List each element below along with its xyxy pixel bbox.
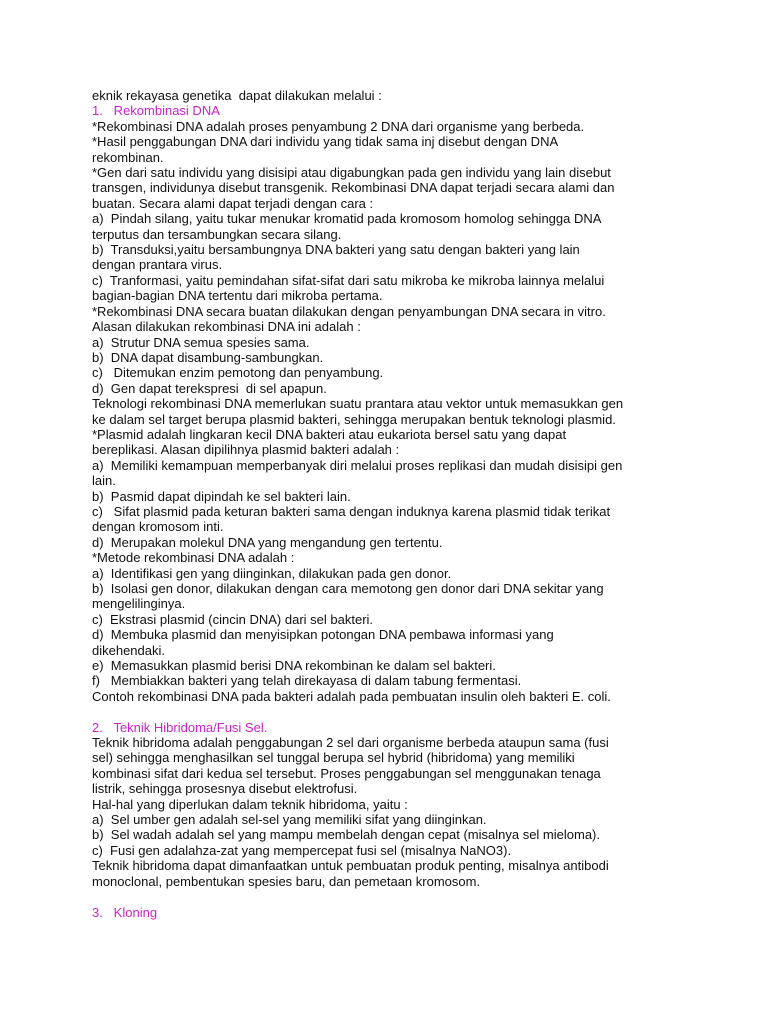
text-line: transgen, individunya disebut transgenik. Rekombinasi DNA dapat terjadi secara alami dan: [92, 180, 615, 196]
text-line: *Metode rekombinasi DNA adalah :: [92, 550, 295, 566]
text-line: b) DNA dapat disambung-sambungkan.: [92, 349, 324, 365]
text-line: d) Membuka plasmid dan menyisipkan potongan DNA pembawa informasi yang: [92, 627, 554, 643]
text-line: c) Sifat plasmid pada keturan bakteri sama dengan induknya karena plasmid tidak terikat: [92, 503, 611, 519]
text-line: Contoh rekombinasi DNA pada bakteri adalah pada pembuatan insulin oleh bakteri E. coli.: [92, 688, 611, 704]
text-line: buatan. Secara alami dapat terjadi dengan cara :: [92, 195, 374, 211]
text-line: ke dalam sel target berupa plasmid bakteri, sehingga merupakan bentuk teknologi plasmid.: [92, 411, 616, 427]
text-line: a) Sel umber gen adalah sel-sel yang memiliki sifat yang diinginkan.: [92, 812, 487, 828]
text-line: Alasan dilakukan rekombinasi DNA ini adalah :: [92, 319, 361, 335]
text-line: monoclonal, pembentukan spesies baru, dan pemetaan kromosom.: [92, 873, 481, 889]
text-line: dikehendaki.: [92, 642, 165, 658]
text-line: a) Pindah silang, yaitu tukar menukar kromatid pada kromosom homolog sehingga DNA: [92, 211, 602, 227]
text-line: bagian-bagian DNA tertentu dari mikroba pertama.: [92, 288, 383, 304]
section-heading: 2. Teknik Hibridoma/Fusi Sel.: [92, 719, 268, 735]
text-line: b) Pasmid dapat dipindah ke sel bakteri lain.: [92, 488, 351, 504]
text-line: lain.: [92, 473, 116, 489]
text-line: rekombinan.: [92, 149, 164, 165]
blank-line: [92, 889, 692, 904]
text-line: e) Memasukkan plasmid berisi DNA rekombinan ke dalam sel bakteri.: [92, 658, 496, 674]
text-line: Teknologi rekombinasi DNA memerlukan suatu prantara atau vektor untuk memasukkan gen: [92, 396, 624, 412]
section-heading: 1. Rekombinasi DNA: [92, 103, 220, 119]
section-heading: 3. Kloning: [92, 904, 158, 920]
text-line: a) Strutur DNA semua spesies sama.: [92, 334, 310, 350]
text-line: sel) sehingga menghasilkan sel tunggal berupa sel hybrid (hibridoma) yang memiliki: [92, 750, 575, 766]
text-line: a) Identifikasi gen yang diinginkan, dilakukan pada gen donor.: [92, 565, 452, 581]
text-line: *Rekombinasi DNA adalah proses penyambung 2 DNA dari organisme yang berbeda.: [92, 118, 585, 134]
text-line: eknik rekayasa genetika dapat dilakukan melalui :: [92, 88, 382, 103]
text-line: Teknik hibridoma adalah penggabungan 2 sel dari organisme berbeda ataupun sama (fusi: [92, 735, 609, 751]
text-line: *Rekombinasi DNA secara buatan dilakukan dengan penyambungan DNA secara in vitro.: [92, 303, 606, 319]
text-line: d) Gen dapat terekspresi di sel apapun.: [92, 380, 327, 396]
text-line: a) Memiliki kemampuan memperbanyak diri melalui proses replikasi dan mudah disisipi gen: [92, 457, 623, 473]
text-line: c) Ditemukan enzim pemotong dan penyambung.: [92, 365, 384, 381]
text-line: listrik, sehingga prosesnya disebut elektrofusi.: [92, 781, 358, 797]
text-line: dengan prantara virus.: [92, 257, 223, 273]
text-line: *Plasmid adalah lingkaran kecil DNA bakteri atau eukariota bersel satu yang dapat: [92, 426, 567, 442]
text-line: *Hasil penggabungan DNA dari individu yang tidak sama inj disebut dengan DNA: [92, 134, 559, 150]
text-line: b) Transduksi,yaitu bersambungnya DNA bakteri yang satu dengan bakteri yang lain: [92, 242, 580, 258]
text-line: bereplikasi. Alasan dipilihnya plasmid bakteri adalah :: [92, 442, 400, 458]
text-line: Hal-hal yang diperlukan dalam teknik hibridoma, yaitu :: [92, 796, 408, 812]
text-line: b) Sel wadah adalah sel yang mampu membelah dengan cepat (misalnya sel mieloma).: [92, 827, 600, 843]
text-line: c) Tranformasi, yaitu pemindahan sifat-sifat dari satu mikroba ke mikroba lainnya melalui: [92, 272, 605, 288]
text-line: d) Merupakan molekul DNA yang mengandung gen tertentu.: [92, 534, 443, 550]
text-line: dengan kromosom inti.: [92, 519, 224, 535]
text-line: f) Membiakkan bakteri yang telah direkayasa di dalam tabung fermentasi.: [92, 673, 522, 689]
text-line: c) Fusi gen adalahza-zat yang mempercepat fusi sel (misalnya NaNO3).: [92, 842, 512, 858]
text-line: kombinasi sifat dari kedua sel tersebut. Proses penggabungan sel menggunakan tenaga: [92, 765, 601, 781]
text-line: c) Ekstrasi plasmid (cincin DNA) dari sel bakteri.: [92, 611, 374, 627]
document-page: [92, 88, 692, 920]
text-line: b) Isolasi gen donor, dilakukan dengan cara memotong gen donor dari DNA sekitar yang: [92, 581, 604, 596]
blank-line: [92, 704, 692, 719]
text-line: terputus dan tersambungkan secara silang.: [92, 226, 342, 242]
text-line: mengelilinginya.: [92, 596, 186, 612]
text-line: *Gen dari satu individu yang disisipi atau digabungkan pada gen individu yang lain disebut: [92, 165, 611, 181]
text-line: Teknik hibridoma dapat dimanfaatkan untuk pembuatan produk penting, misalnya antibodi: [92, 858, 609, 874]
